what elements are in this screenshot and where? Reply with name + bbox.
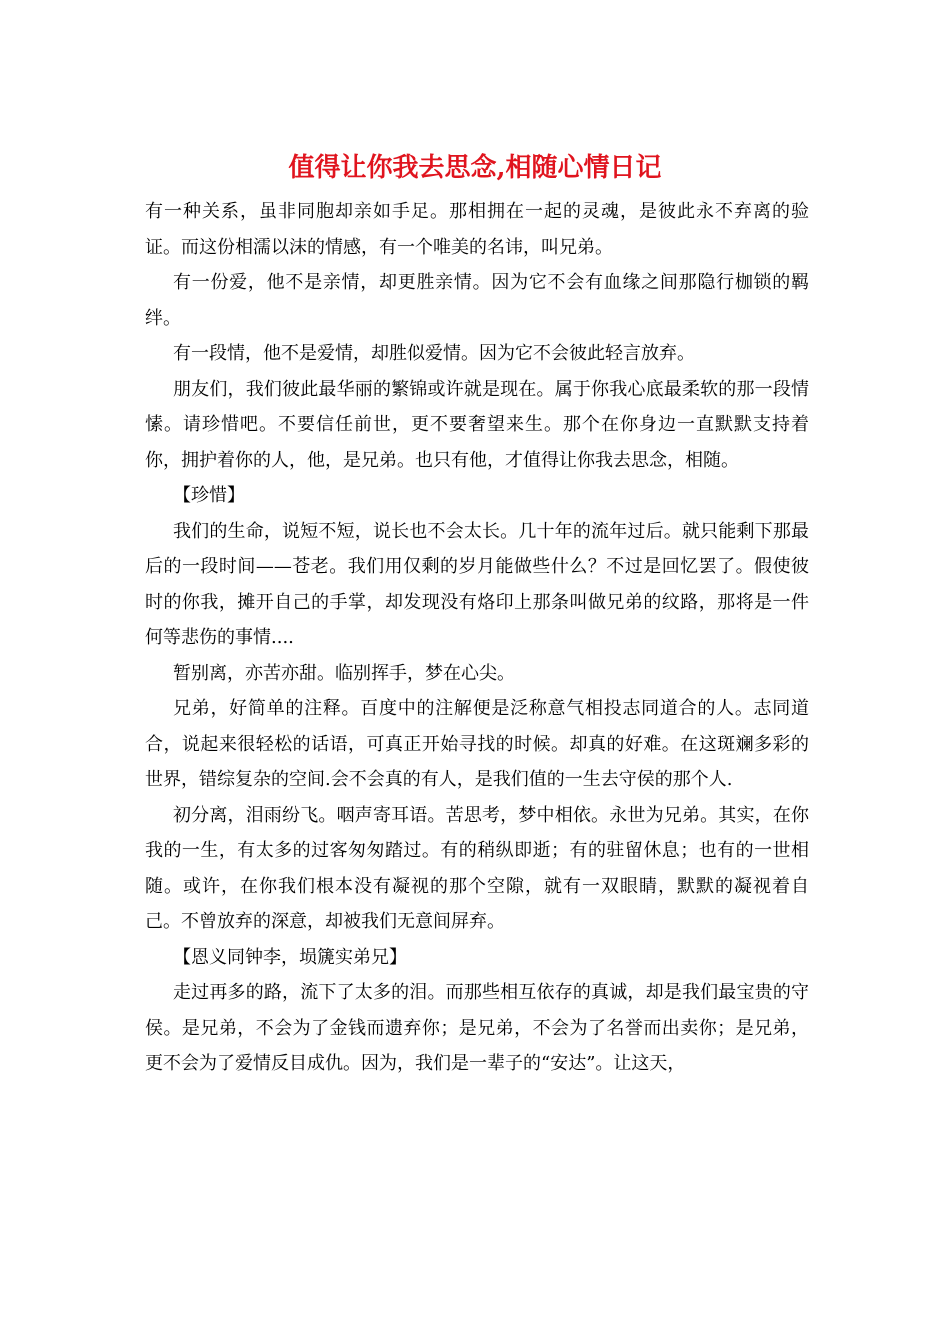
paragraph: 暂别离，亦苦亦甜。临别挥手，梦在心尖。 <box>173 662 515 684</box>
paragraph: 初分离，泪雨纷飞。咽声寄耳语。苦思考，梦中相依。永世为兄弟。其实，在你我的一生，有太多的过客匆匆踏过。有的稍纵即逝；有的驻留休息；也有的一世相随。或许，在你我们根本没有凝视的那个空隙，就有一双眼睛，默默的凝视着自己。不曾放弃的深意，却被我们无意间屏弃。 <box>145 804 809 932</box>
paragraph: 有一段情，他不是爱情，却胜似爱情。因为它不会彼此轻言放弃。 <box>173 343 695 364</box>
document-body <box>145 194 809 1082</box>
paragraph: 有一种关系，虽非同胞却亲如手足。那相拥在一起的灵魂，是彼此永不弃离的验证。而这份相濡以沫的情感，有一个唯美的名讳，叫兄弟。 <box>145 201 809 258</box>
paragraph: 朋友们，我们彼此最华丽的繁锦或许就是现在。属于你我心底最柔软的那一段情愫。请珍惜吧。不要信任前世，更不要奢望来生。那个在你身边一直默默支持着你，拥护着你的人，他，是兄弟。也只有他，才值得让你我去思念，相随。 <box>145 378 809 471</box>
paragraph: 兄弟，好简单的注释。百度中的注解便是泛称意气相投志同道合的人。志同道合，说起来很轻松的话语，可真正开始寻找的时候。却真的好难。在这斑斓多彩的世界，错综复杂的空间.会不会真的有人，是我们值的一生去守侯的那个人. <box>145 698 809 790</box>
paragraph: 我们的生命，说短不短，说长也不会太长。几十年的流年过后。就只能剩下那最后的一段时间——苍老。我们用仅剩的岁月能做些什么？不过是回忆罢了。假使彼时的你我，摊开自己的手掌，却发现没有烙印上那条叫做兄弟的纹路，那将是一件何等悲伤的事情.... <box>145 520 809 648</box>
paragraph: 有一份爱，他不是亲情，却更胜亲情。因为它不会有血缘之间那隐行枷锁的羁绊。 <box>145 272 809 329</box>
section-heading: 【恩义同钟李，埙篪实弟兄】 <box>173 946 407 968</box>
section-heading: 【珍惜】 <box>173 485 245 506</box>
document-title: 值得让你我去思念,相随心情日记 <box>288 153 662 183</box>
paragraph: 走过再多的路，流下了太多的泪。而那些相互依存的真诚，却是我们最宝贵的守侯。是兄弟，不会为了金钱而遗弃你；是兄弟，不会为了名誉而出卖你；是兄弟，更不会为了爱情反目成仇。因为，我们是一辈子的“安达”。让这天， <box>145 982 809 1074</box>
